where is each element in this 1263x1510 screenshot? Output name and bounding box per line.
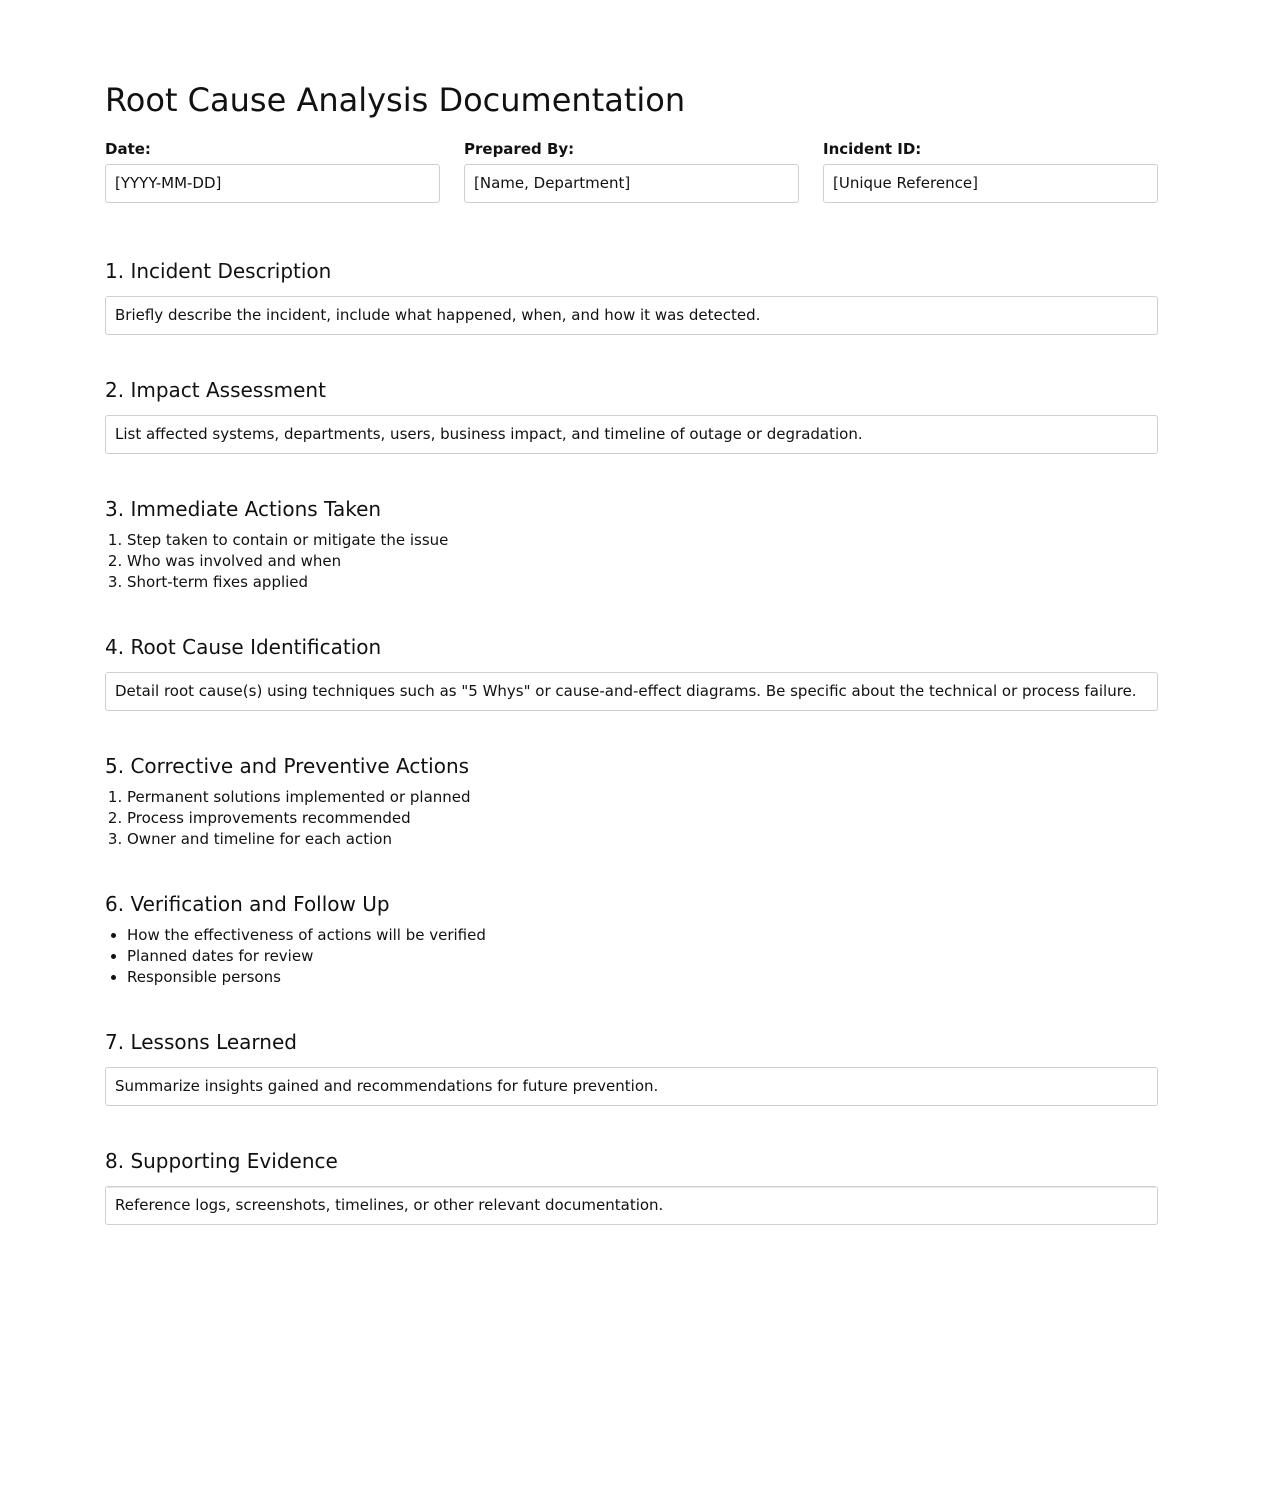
verification-list xyxy=(105,925,1158,988)
list-item: • Planned dates for review xyxy=(127,946,1158,967)
section-root-cause xyxy=(105,633,1158,711)
section-verification xyxy=(105,890,1158,988)
prepared-by-label: Prepared By: xyxy=(464,140,575,158)
date-field[interactable]: [YYYY-MM-DD] xyxy=(105,164,440,203)
impact-assessment-field[interactable]: List affected systems, departments, users, business impact, and timeline of outage or degradation. xyxy=(105,415,1158,454)
incident-id-field-group xyxy=(823,139,1158,203)
meta-row xyxy=(105,139,1158,203)
immediate-actions-list xyxy=(105,530,1158,593)
section-lessons-learned xyxy=(105,1028,1158,1106)
incident-description-field[interactable]: Briefly describe the incident, include what happened, when, and how it was detected. xyxy=(105,296,1158,335)
list-item: 3. Owner and timeline for each action xyxy=(127,829,1158,850)
list-item: 2. Who was involved and when xyxy=(127,551,1158,572)
list-item: 1. Step taken to contain or mitigate the issue xyxy=(127,530,1158,551)
list-item: 3. Short-term fixes applied xyxy=(127,572,1158,593)
document-page xyxy=(105,0,1158,1225)
section-corrective-actions xyxy=(105,752,1158,850)
supporting-evidence-field[interactable]: Reference logs, screenshots, timelines, or other relevant documentation. xyxy=(105,1186,1158,1225)
date-label: Date: xyxy=(105,140,151,158)
prepared-by-field[interactable]: [Name, Department] xyxy=(464,164,799,203)
section-supporting-evidence xyxy=(105,1147,1158,1225)
incident-id-field[interactable]: [Unique Reference] xyxy=(823,164,1158,203)
prepared-by-field-group xyxy=(464,139,799,203)
section-incident-description xyxy=(105,257,1158,335)
list-item: 2. Process improvements recommended xyxy=(127,808,1158,829)
page-title: Root Cause Analysis Documentation xyxy=(105,81,686,119)
section-heading: 4. Root Cause Identification xyxy=(105,635,382,659)
list-item: • Responsible persons xyxy=(127,967,1158,988)
section-heading: 5. Corrective and Preventive Actions xyxy=(105,754,470,778)
incident-id-label: Incident ID: xyxy=(823,140,922,158)
section-immediate-actions xyxy=(105,495,1158,593)
list-item: 1. Permanent solutions implemented or planned xyxy=(127,787,1158,808)
section-heading: 8. Supporting Evidence xyxy=(105,1149,338,1173)
section-heading: 6. Verification and Follow Up xyxy=(105,892,390,916)
date-field-group xyxy=(105,139,440,203)
section-heading: 1. Incident Description xyxy=(105,259,332,283)
corrective-actions-list xyxy=(105,787,1158,850)
root-cause-field[interactable]: Detail root cause(s) using techniques such as "5 Whys" or cause-and-effect diagrams. Be specific about the technical or process failure. xyxy=(105,672,1158,711)
list-item: • How the effectiveness of actions will be verified xyxy=(127,925,1158,946)
lessons-learned-field[interactable]: Summarize insights gained and recommendations for future prevention. xyxy=(105,1067,1158,1106)
section-heading: 7. Lessons Learned xyxy=(105,1030,297,1054)
section-impact-assessment xyxy=(105,376,1158,454)
section-heading: 3. Immediate Actions Taken xyxy=(105,497,382,521)
footer-divider xyxy=(105,1187,1158,1188)
section-heading: 2. Impact Assessment xyxy=(105,378,326,402)
